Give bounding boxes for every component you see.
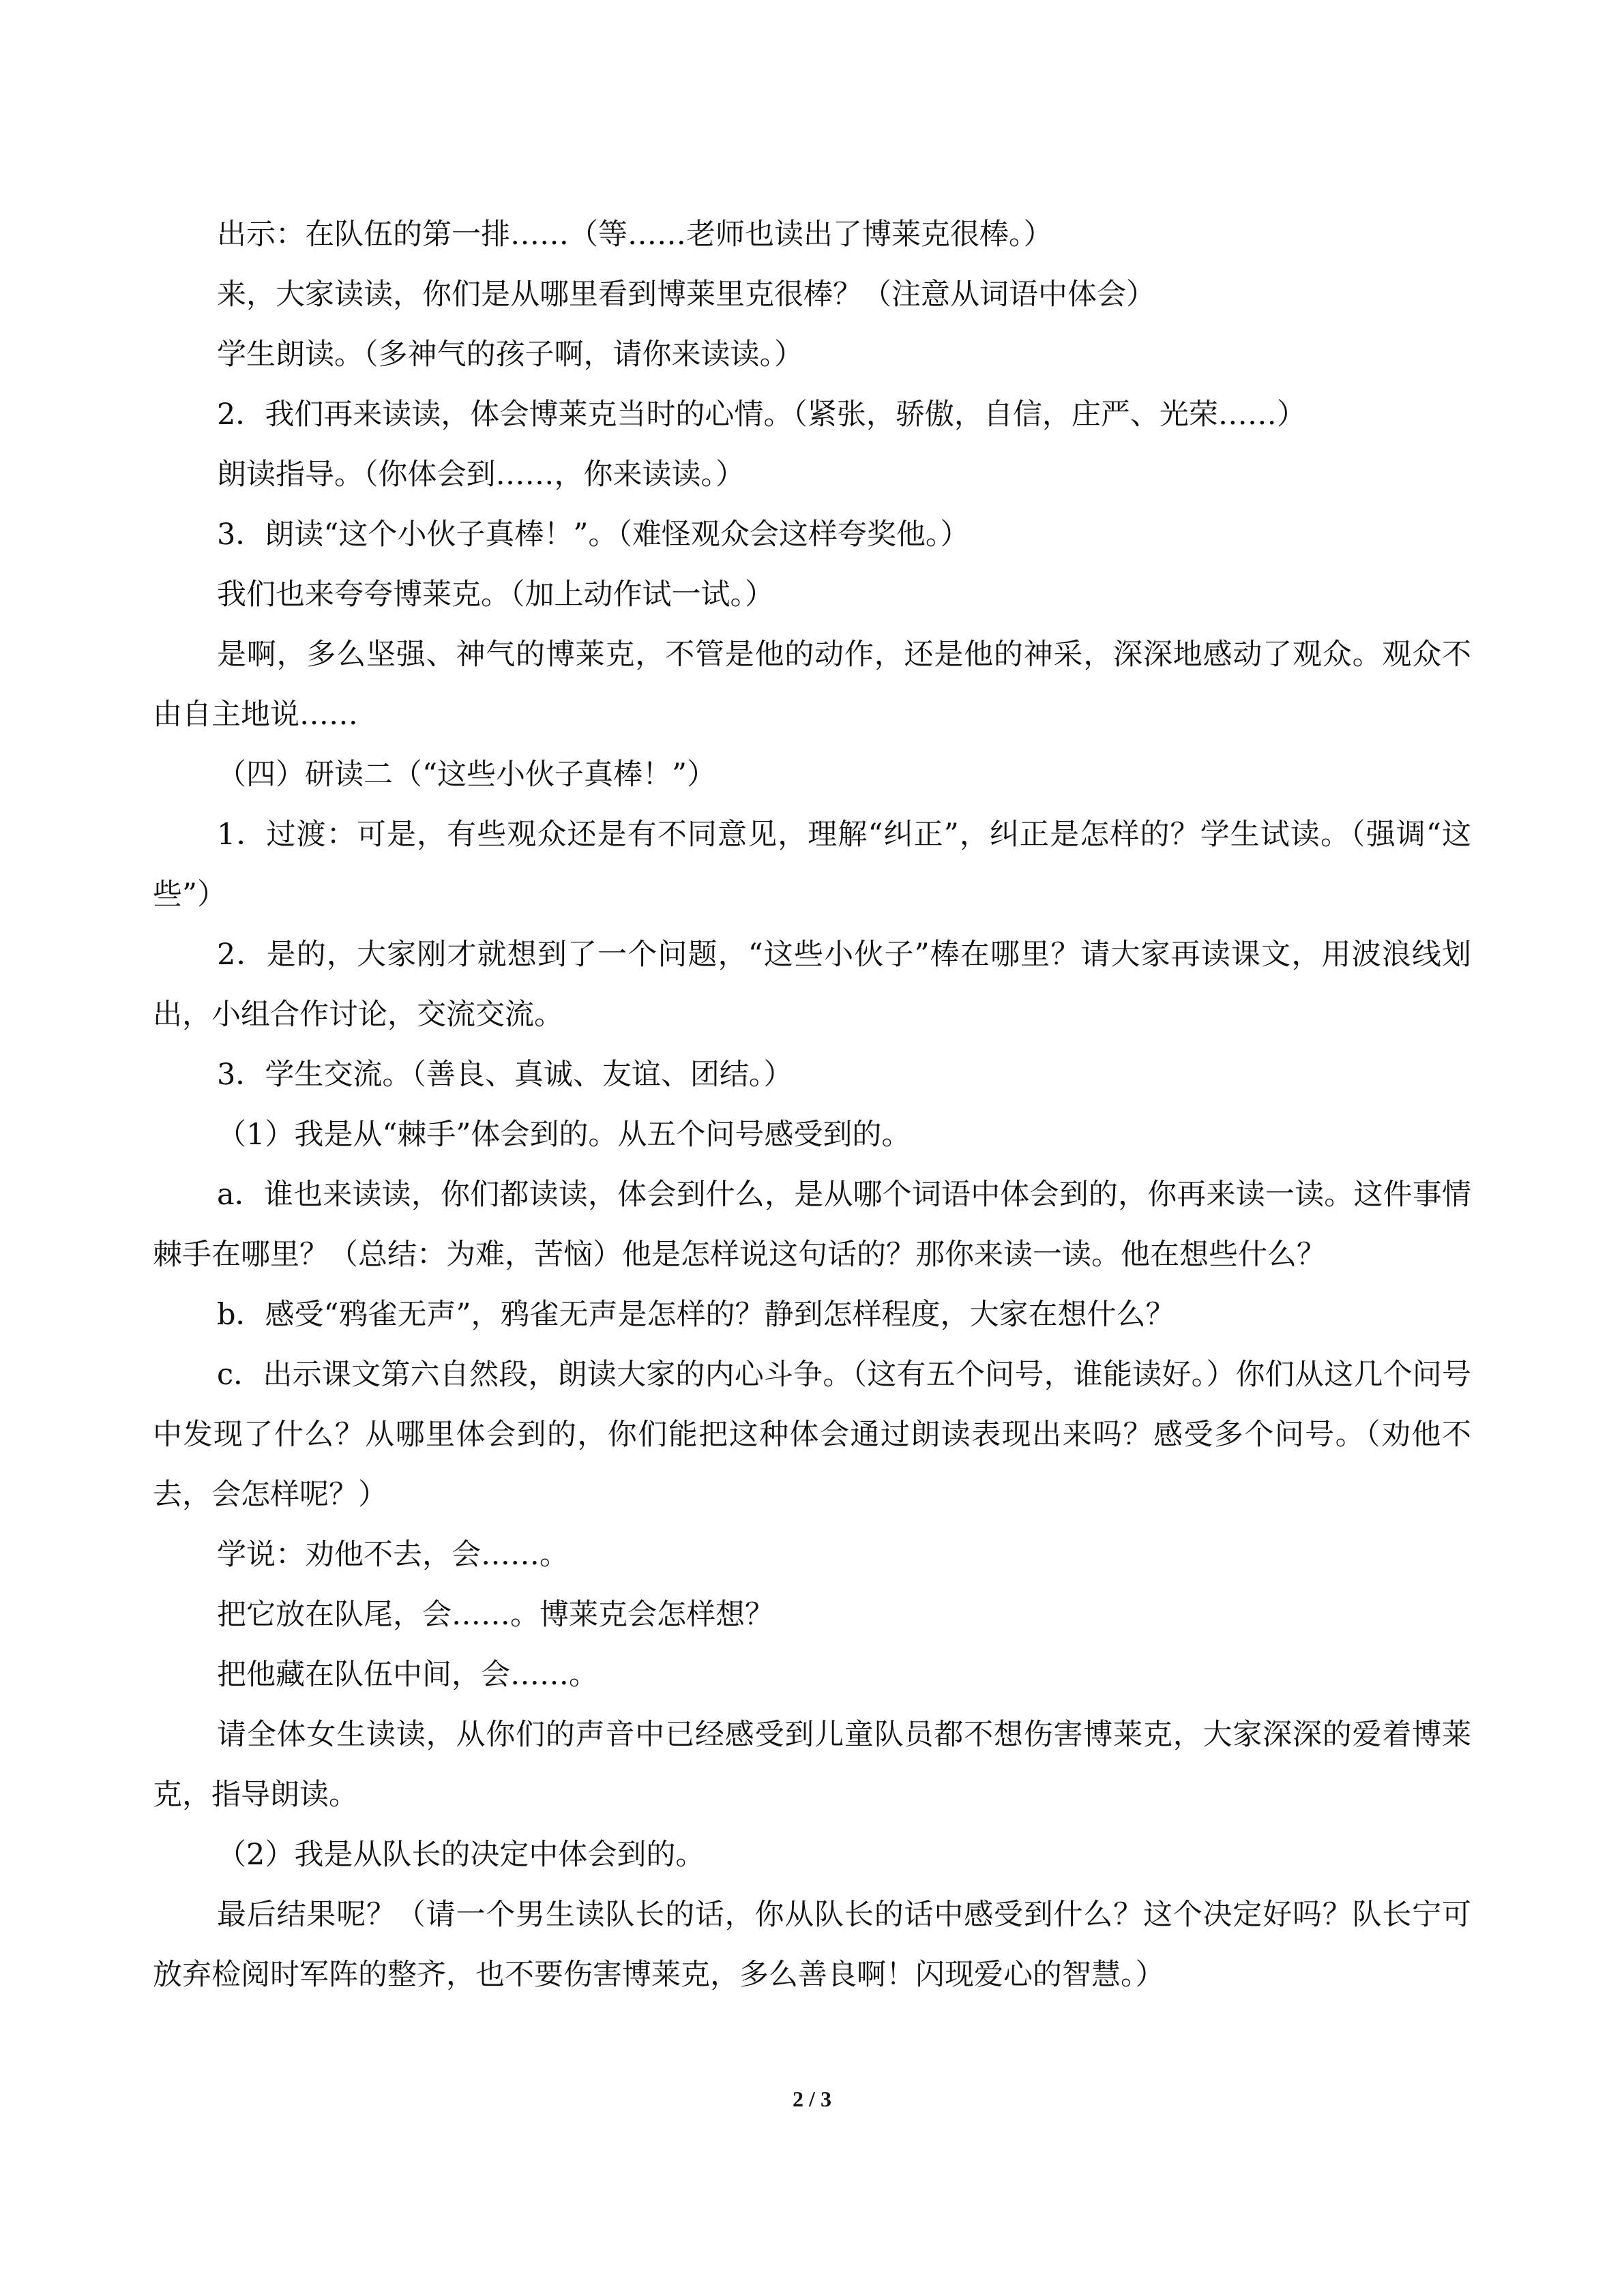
paragraph: 1．过渡：可是，有些观众还是有不同意见，理解“纠正”，纠正是怎样的？学生试读。（强调“这些”）: [153, 818, 1471, 912]
paragraph: 把他藏在队伍中间，会……。: [217, 1658, 598, 1692]
paragraph: 最后结果呢？（请一个男生读队长的话，你从队长的话中感受到什么？这个决定好吗？队长宁可放弃检阅时军阵的整齐，也不要伤害博莱克，多么善良啊！闪现爱心的智慧。）: [153, 1898, 1471, 1992]
paragraph: 把它放在队尾，会……。博莱克会怎样想？: [217, 1598, 774, 1632]
paragraph: （1）我是从“棘手”体会到的。从五个问号感受到的。: [217, 1118, 911, 1152]
paragraph: 来，大家读读，你们是从哪里看到博莱里克很棒？（注意从词语中体会）: [217, 278, 1155, 312]
paragraph: c．出示课文第六自然段，朗读大家的内心斗争。（这有五个问号，谁能读好。）你们从这几个问号中发现了什么？从哪里体会到的，你们能把这种体会通过朗读表现出来吗？感受多个问号。（劝他不去，会怎样呢？）: [153, 1358, 1471, 1512]
paragraph: 3．学生交流。（善良、真诚、友谊、团结。）: [217, 1058, 793, 1092]
paragraph: 3．朗读“这个小伙子真棒！”。（难怪观众会这样夸奖他。）: [217, 518, 970, 552]
section-heading: （四）研读二（“这些小伙子真棒！”）: [217, 758, 716, 792]
paragraph: 请全体女生读读，从你们的声音中已经感受到儿童队员都不想伤害博莱克，大家深深的爱着博莱克，指导朗读。: [153, 1718, 1471, 1812]
paragraph: b．感受“鸦雀无声”，鸦雀无声是怎样的？静到怎样程度，大家在想什么？: [217, 1298, 1175, 1332]
paragraph: 2．我们再来读读，体会博莱克当时的心情。（紧张，骄傲，自信，庄严、光荣……）: [217, 398, 1306, 432]
paragraph: 我们也来夸夸博莱克。（加上动作试一试。）: [217, 578, 774, 612]
paragraph: 出示：在队伍的第一排……（等……老师也读出了博莱克很棒。）: [217, 218, 1053, 252]
paragraph: 朗读指导。（你体会到……，你来读读。）: [217, 458, 745, 492]
page-number: 2 / 3: [793, 2087, 831, 2111]
paragraph: 2．是的，大家刚才就想到了一个问题，“这些小伙子”棒在哪里？请大家再读课文，用波浪线划出，小组合作讨论，交流交流。: [153, 938, 1471, 1032]
body-text: [153, 205, 1471, 2005]
paragraph: （2）我是从队长的决定中体会到的。: [217, 1838, 705, 1872]
paragraph: 学说：劝他不去，会……。: [217, 1538, 569, 1572]
paragraph: 学生朗读。（多神气的孩子啊，请你来读读。）: [217, 338, 803, 372]
paragraph: a．谁也来读读，你们都读读，体会到什么，是从哪个词语中体会到的，你再来读一读。这件事情棘手在哪里？（总结：为难，苦恼）他是怎样说这句话的？那你来读一读。他在想些什么？: [153, 1178, 1471, 1272]
paragraph: 是啊，多么坚强、神气的博莱克，不管是他的动作，还是他的神采，深深地感动了观众。观众不由自主地说……: [153, 638, 1471, 732]
